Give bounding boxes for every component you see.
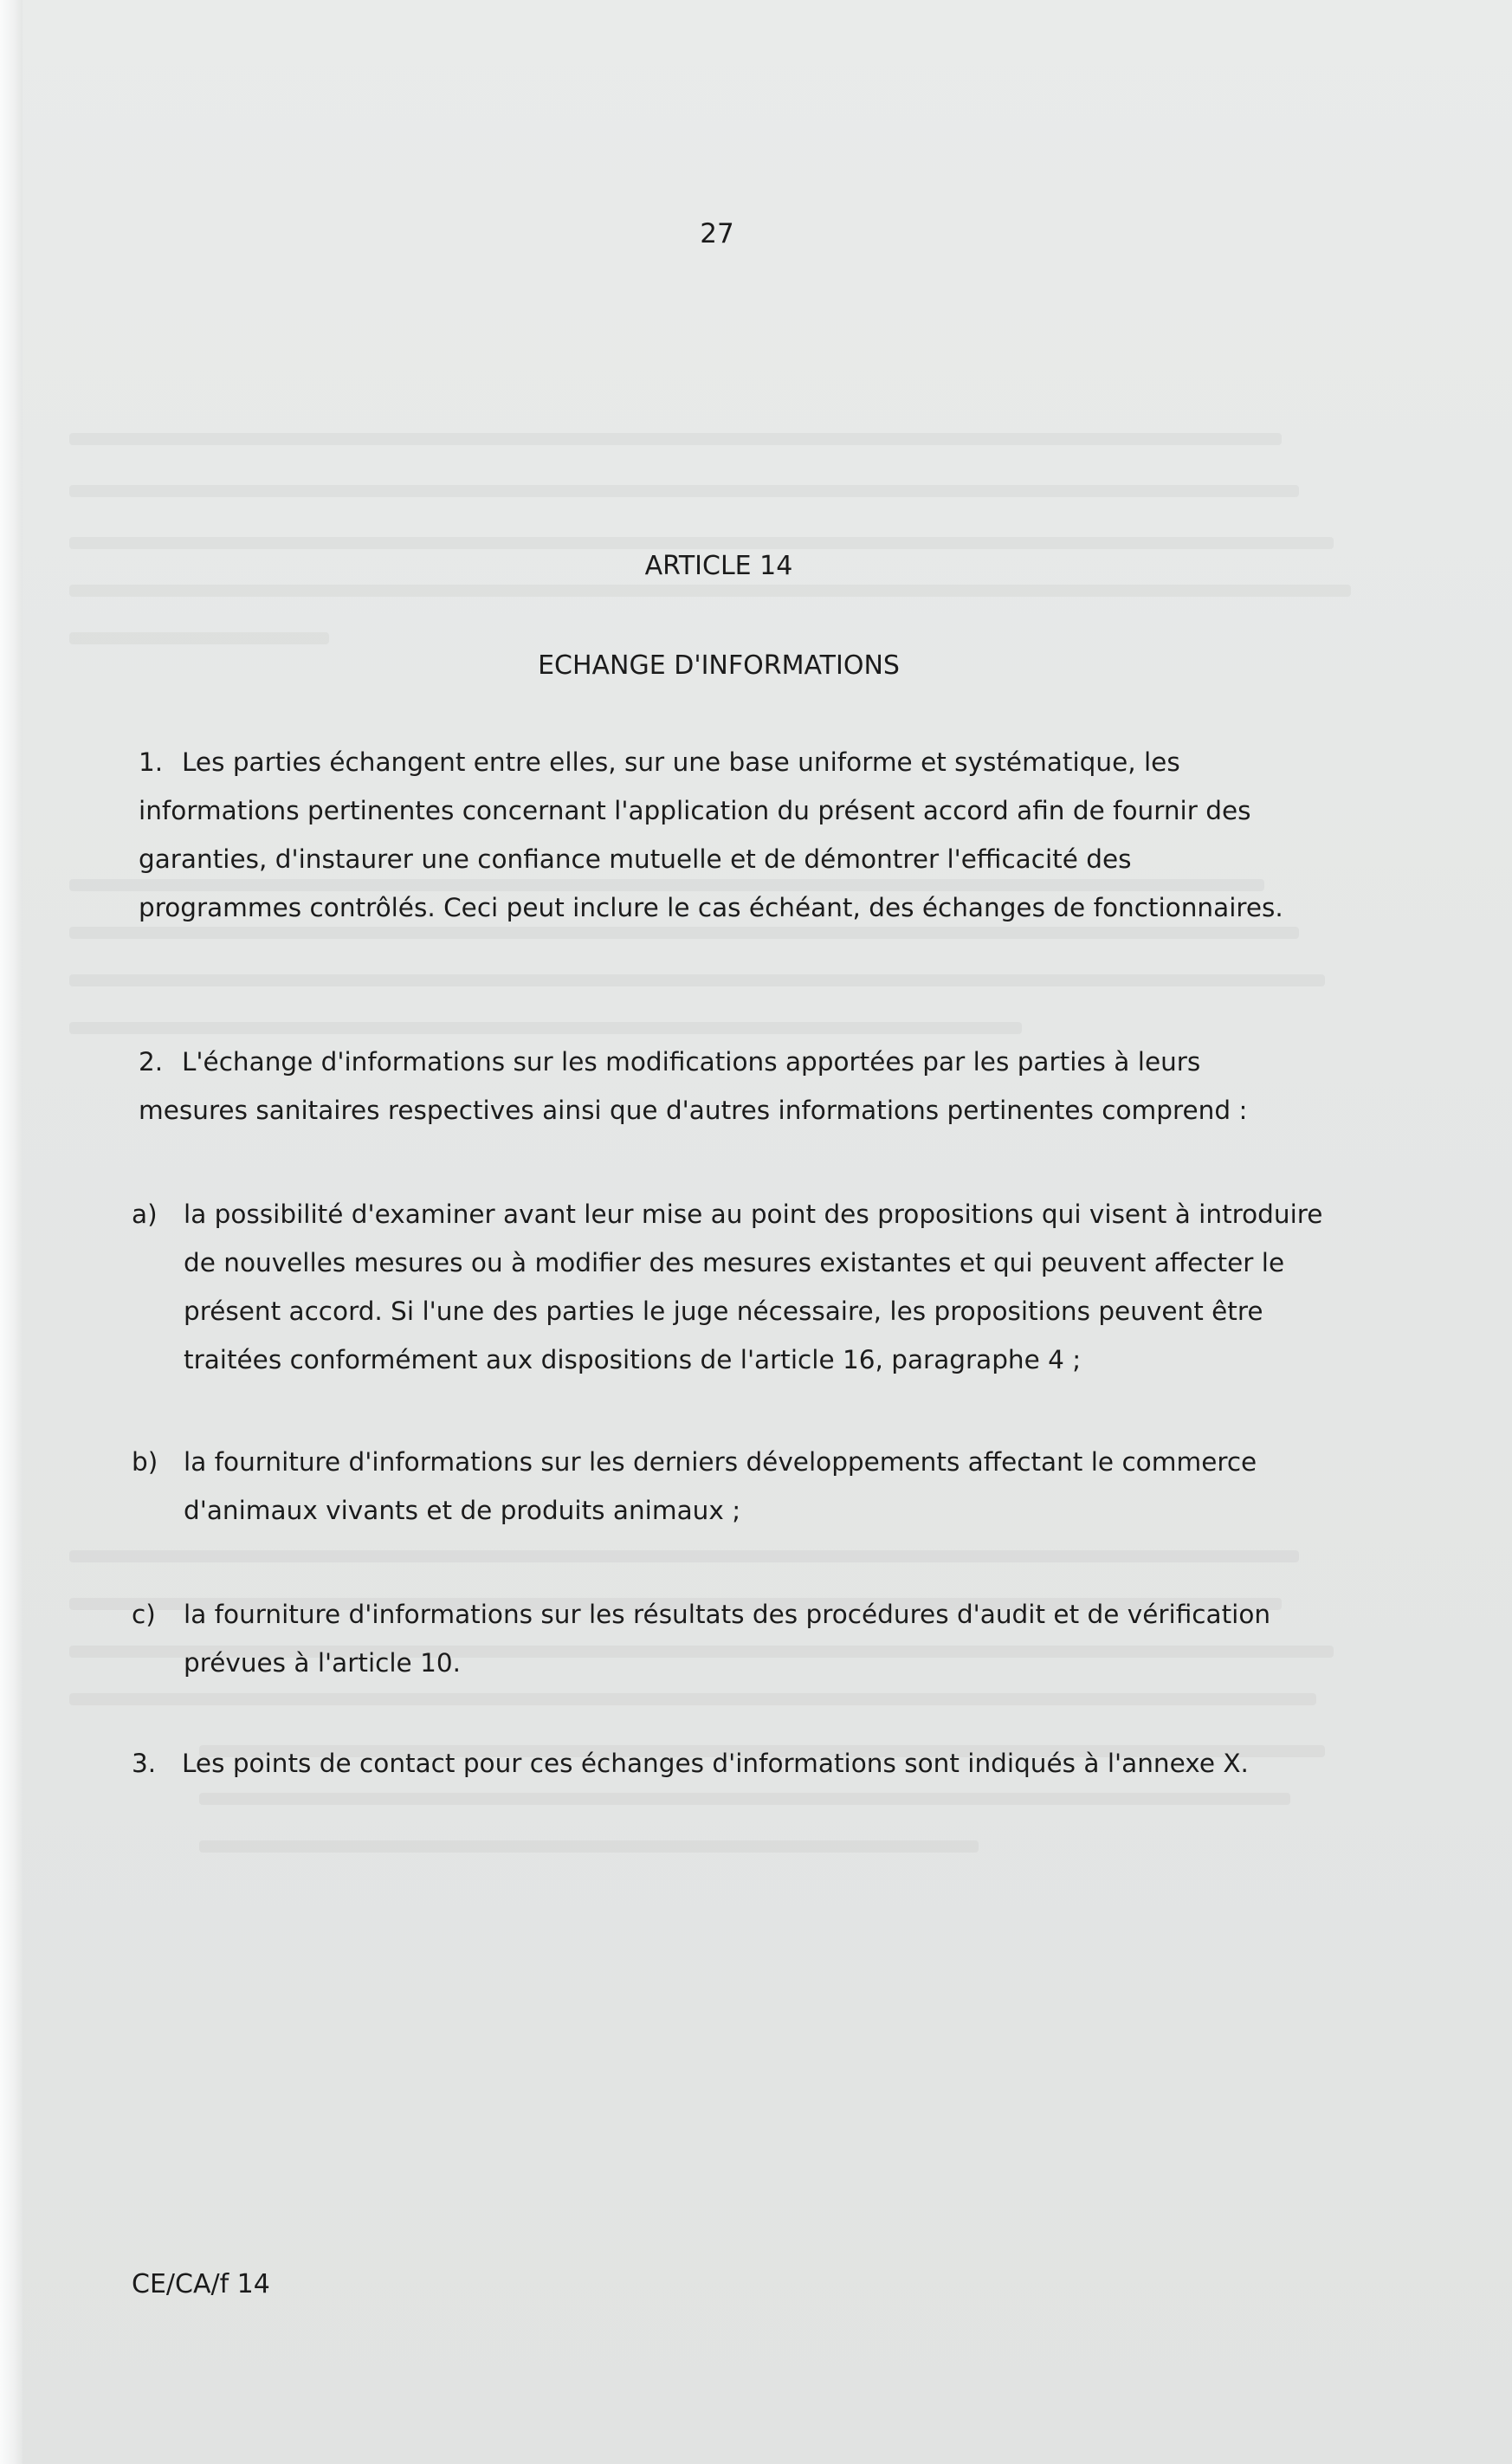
list-item-c xyxy=(132,1590,1327,1687)
show-through-text xyxy=(52,398,1438,1957)
article-title: ARTICLE 14 xyxy=(644,551,793,581)
list-item-text: la fourniture d'informations sur les résultats des procédures d'audit et de vérification prévues à l'article 10. xyxy=(184,1600,1271,1678)
list-item-text: la possibilité d'examiner avant leur mise au point des propositions qui visent à introduire de nouvelles mesures ou à modifier des mesures existantes et qui peuvent affecter le présent accord. Si l'une des parties le juge nécessaire, les propositions peuvent être traitées conformément aux dispositions de l'article 16, paragraphe 4 ; xyxy=(184,1200,1323,1374)
paragraph-text: Les points de contact pour ces échanges d'informations sont indiqués à l'annexe X. xyxy=(182,1749,1249,1778)
article-subtitle: ECHANGE D'INFORMATIONS xyxy=(538,650,900,681)
list-item-b xyxy=(132,1438,1327,1535)
paragraph-text: Les parties échangent entre elles, sur une base uniforme et systématique, les informations pertinentes concernant l'application du présent accord afin de fournir des garanties, d'instaurer une confiance mutuelle et de démontrer l'efficacité des programmes contrôlés. Ceci peut inclure le cas échéant, des échanges de fonctionnaires. xyxy=(139,747,1283,922)
page-number: 27 xyxy=(700,218,734,249)
paragraph-2 xyxy=(139,1038,1299,1135)
list-item-letter: a) xyxy=(132,1200,158,1229)
page-binding-edge xyxy=(0,0,23,2464)
list-item-text: la fourniture d'informations sur les derniers développements affectant le commerce d'animaux vivants et de produits animaux ; xyxy=(184,1447,1257,1525)
paragraph-number: 2. xyxy=(139,1047,164,1077)
list-item-a xyxy=(132,1190,1327,1384)
list-item-letter: c) xyxy=(132,1600,156,1629)
list-item-letter: b) xyxy=(132,1447,158,1477)
paragraph-3 xyxy=(132,1739,1361,1788)
document-reference-code: CE/CA/f 14 xyxy=(132,2269,270,2299)
paragraph-number: 1. xyxy=(139,747,164,777)
paragraph-1 xyxy=(139,738,1299,932)
paragraph-number: 3. xyxy=(132,1749,157,1778)
paragraph-text: L'échange d'informations sur les modifications apportées par les parties à leurs mesures sanitaires respectives ainsi que d'autres informations pertinentes comprend : xyxy=(139,1047,1248,1125)
